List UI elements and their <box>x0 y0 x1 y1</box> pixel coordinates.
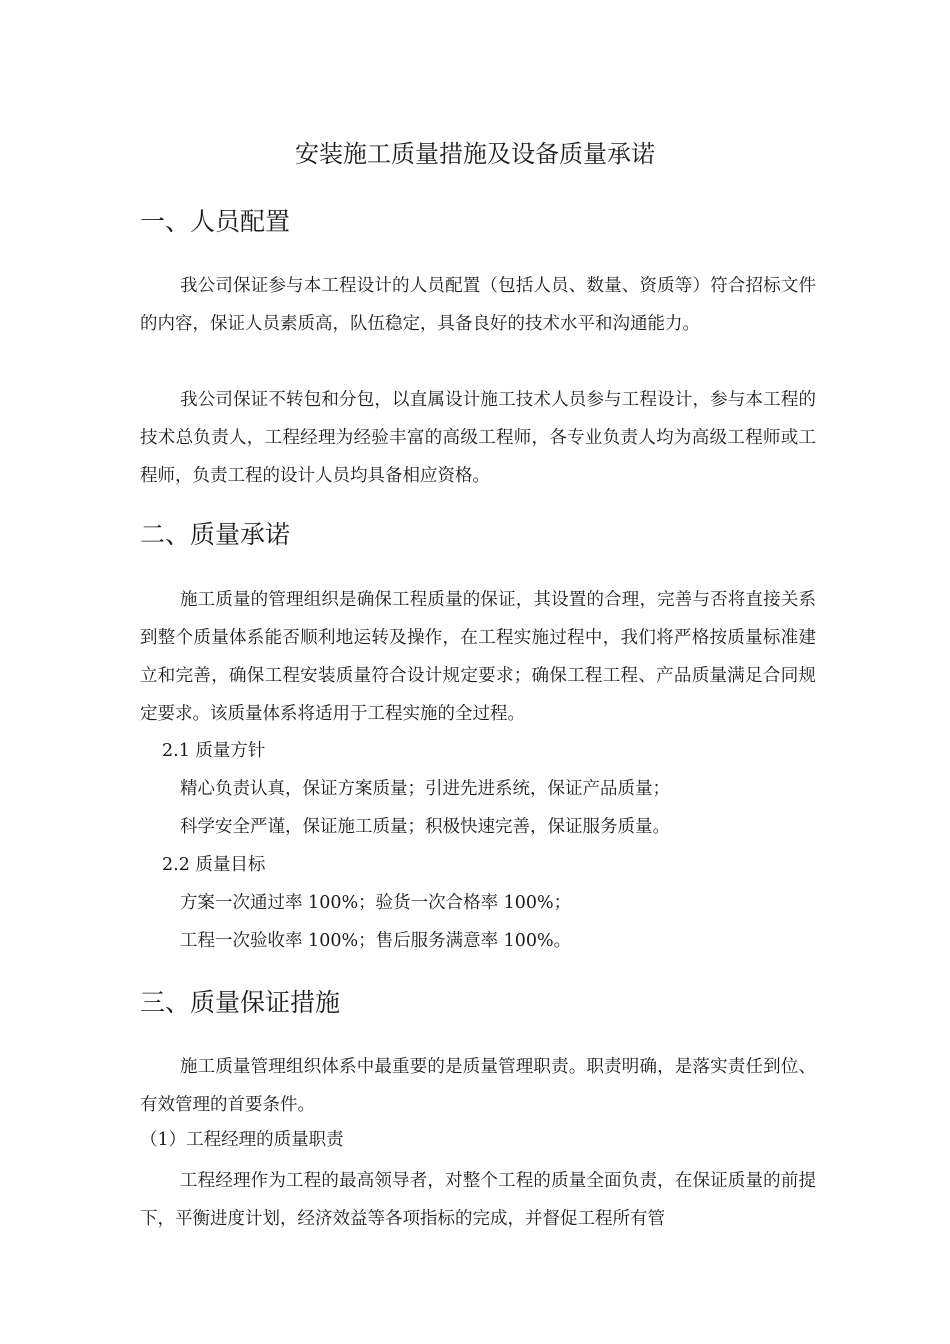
section-heading-quality-assurance: 三、质量保证措施 <box>140 988 341 1017</box>
paragraph-personnel-1: 我公司保证参与本工程设计的人员配置（包括人员、数量、资质等）符合招标文件的内容，保证人员素质高，队伍稳定，具备良好的技术水平和沟通能力。 <box>140 276 816 334</box>
document-title: 安装施工质量措施及设备质量承诺 <box>295 140 655 168</box>
paragraph-quality-commitment: 施工质量的管理组织是确保工程质量的保证，其设置的合理，完善与否将直接关系到整个质量体系能否顺利地运转及操作，在工程实施过程中，我们将严格按质量标准建立和完善，确保工程安装质量符合设计规定要求；确保工程工程、产品质量满足合同规定要求。该质量体系将适用于工程实施的全过程。 <box>140 590 816 724</box>
paragraph-manager-duties: 工程经理作为工程的最高领导者，对整个工程的质量全面负责，在保证质量的前提下，平衡进度计划，经济效益等各项指标的完成，并督促工程所有管 <box>140 1171 816 1229</box>
quality-policy-line-1: 精心负责认真，保证方案质量；引进先进系统，保证产品质量； <box>180 779 670 799</box>
quality-target-line-2: 工程一次验收率 100%；售后服务满意率 100%。 <box>180 931 572 951</box>
quality-policy-line-2: 科学安全严谨，保证施工质量；积极快速完善，保证服务质量。 <box>180 817 670 837</box>
section-heading-quality-commitment: 二、质量承诺 <box>140 520 291 549</box>
section-heading-personnel: 一、人员配置 <box>140 207 291 236</box>
paragraph-quality-assurance: 施工质量管理组织体系中最重要的是质量管理职责。职责明确，是落实责任到位、有效管理的首要条件。 <box>140 1057 816 1115</box>
subheading-manager-duties: （1）工程经理的质量职责 <box>140 1130 344 1150</box>
subheading-quality-policy: 2.1 质量方针 <box>162 741 266 761</box>
paragraph-personnel-2: 我公司保证不转包和分包，以直属设计施工技术人员参与工程设计，参与本工程的技术总负责人，工程经理为经验丰富的高级工程师，各专业负责人均为高级工程师或工程师，负责工程的设计人员均具备相应资格。 <box>140 390 816 486</box>
subheading-quality-target: 2.2 质量目标 <box>162 855 266 875</box>
quality-target-line-1: 方案一次通过率 100%；验货一次合格率 100%； <box>180 893 572 913</box>
